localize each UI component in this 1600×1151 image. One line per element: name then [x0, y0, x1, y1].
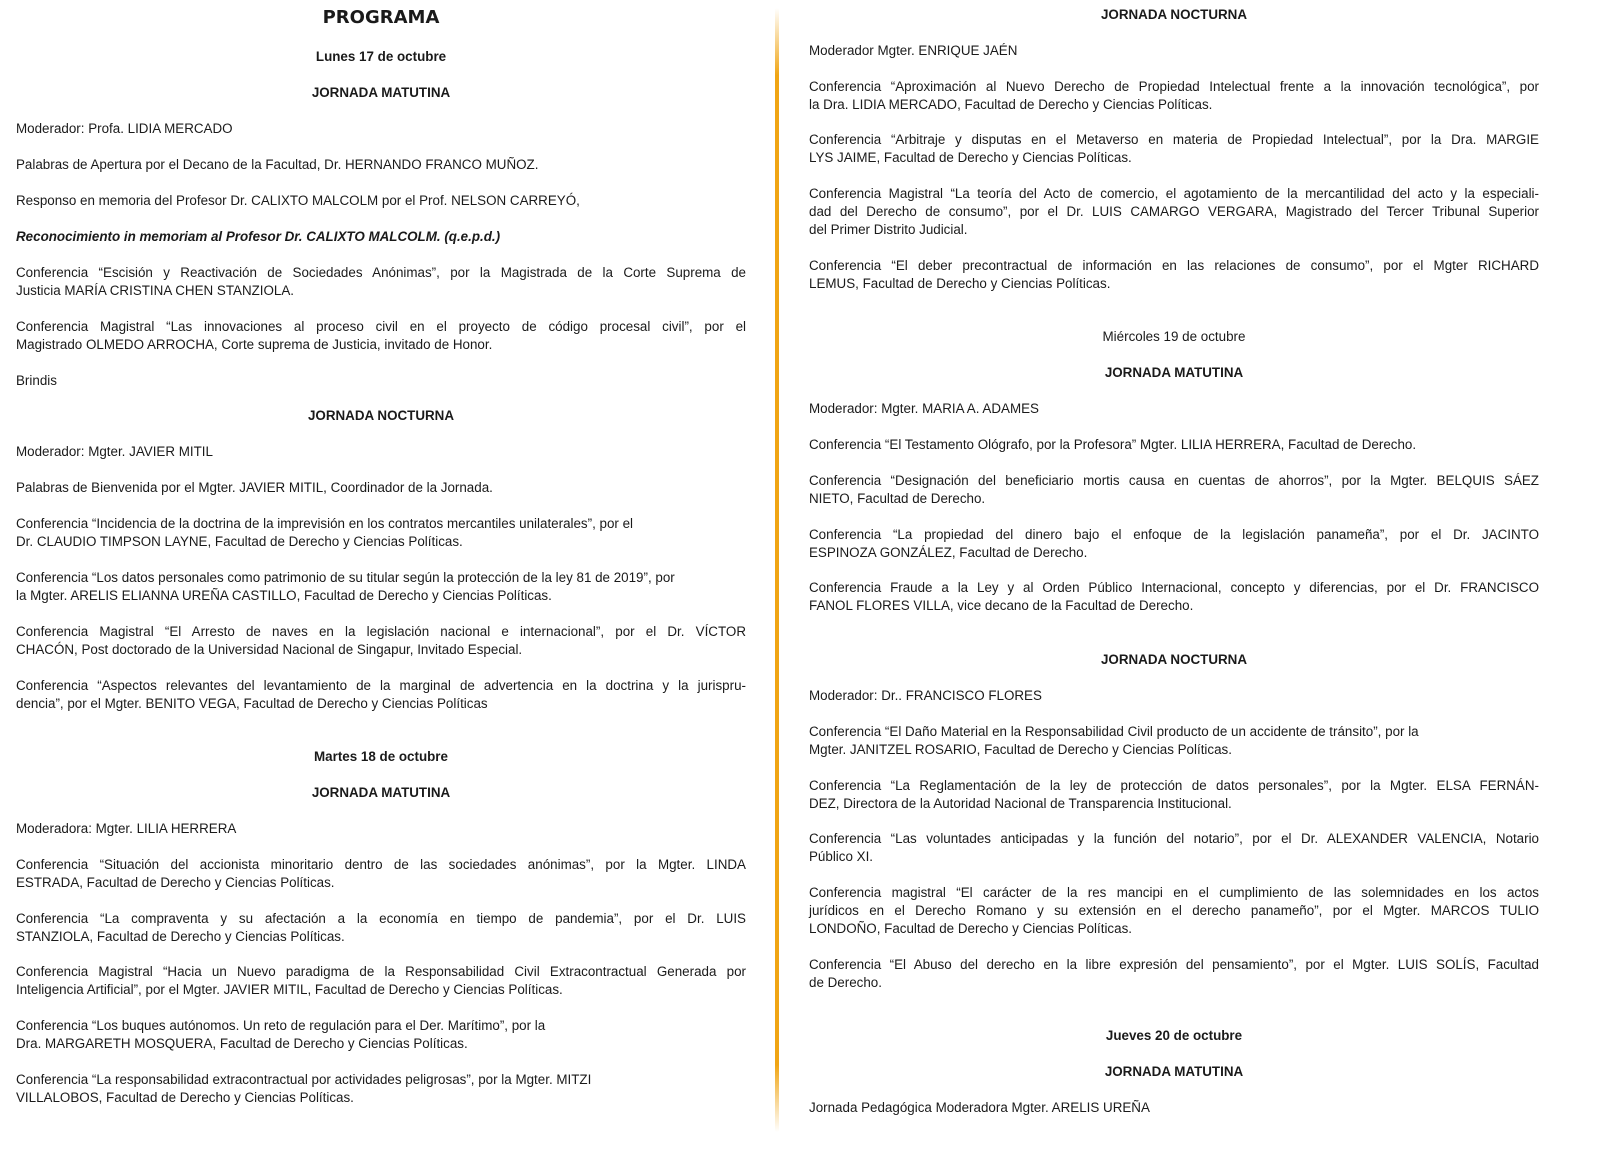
program-line: Conferencia “Situación del accionista minoritario dentro de las sociedades anónimas”, por la Mgter. LINDA: [16, 857, 746, 872]
program-line: Conferencia Magistral “La teoría del Acto de comercio, el agotamiento de la mercantilidad del acto y la especiali-: [809, 186, 1539, 201]
program-title: PROGRAMA: [322, 7, 440, 28]
program-line: dad del Derecho de consumo”, por el Dr. LUIS CAMARGO VERGARA, Magistrado del Tercer Tribunal Superior: [809, 204, 1539, 219]
program-line: Conferencia “Aproximación al Nuevo Derecho de Propiedad Intelectual frente a la innovación tecnológica”, por: [809, 79, 1539, 94]
program-line: Conferencia “La Reglamentación de la ley de protección de datos personales”, por la Mgter. ELSA FERNÁN-: [809, 778, 1539, 793]
program-line: Público XI.: [809, 849, 874, 864]
program-line: LEMUS, Facultad de Derecho y Ciencias Políticas.: [809, 276, 1111, 291]
program-line: NIETO, Facultad de Derecho.: [809, 491, 986, 506]
day-heading: Miércoles 19 de octubre: [1102, 329, 1246, 344]
program-line: VILLALOBOS, Facultad de Derecho y Ciencias Políticas.: [16, 1090, 354, 1105]
session-heading: JORNADA NOCTURNA: [307, 408, 455, 423]
program-line: Palabras de Bienvenida por el Mgter. JAVIER MITIL, Coordinador de la Jornada.: [16, 480, 493, 495]
program-line: Conferencia “La responsabilidad extracontractual por actividades peligrosas”, por la Mgter. MITZI: [16, 1072, 592, 1087]
program-line: Conferencia “El Testamento Ológrafo, por la Profesora” Mgter. LILIA HERRERA, Facultad de Derecho.: [809, 437, 1417, 452]
program-line: Magistrado OLMEDO ARROCHA, Corte suprema de Justicia, invitado de Honor.: [16, 337, 493, 352]
program-line: Conferencia “El Abuso del derecho en la libre expresión del pensamiento”, por el Mgter. LUIS SOLÍS, Facultad: [809, 957, 1539, 972]
program-line: jurídicos en el Derecho Romano y su extensión en el derecho panameño”, por el Mgter. MARCOS TULIO: [809, 903, 1539, 918]
session-heading: JORNADA NOCTURNA: [1100, 7, 1248, 22]
session-heading: JORNADA NOCTURNA: [1100, 652, 1248, 667]
program-line: la Dra. LIDIA MERCADO, Facultad de Derecho y Ciencias Políticas.: [809, 97, 1213, 112]
session-heading: JORNADA MATUTINA: [311, 785, 451, 800]
day-heading: Jueves 20 de octubre: [1105, 1028, 1243, 1043]
moderator-line: Moderadora: Mgter. LILIA HERRERA: [16, 821, 237, 836]
program-line: Responso en memoria del Profesor Dr. CALIXTO MALCOLM por el Prof. NELSON CARREYÓ,: [16, 193, 580, 208]
program-line: DEZ, Directora de la Autoridad Nacional de Transparencia Institucional.: [809, 796, 1232, 811]
program-line: CHACÓN, Post doctorado de la Universidad Nacional de Singapur, Invitado Especial.: [16, 642, 523, 657]
session-heading: JORNADA MATUTINA: [1104, 365, 1244, 380]
program-line: Conferencia Fraude a la Ley y al Orden Público Internacional, concepto y diferencias, por el Dr. FRANCISCO: [809, 580, 1539, 595]
program-line: Conferencia “Las voluntades anticipadas y la función del notario”, por el Dr. ALEXANDER VALENCIA, Notario: [809, 831, 1539, 846]
session-heading: JORNADA MATUTINA: [1104, 1064, 1244, 1079]
moderator-line: Moderador Mgter. ENRIQUE JAÉN: [809, 43, 1018, 58]
program-line: Conferencia Magistral “Hacia un Nuevo paradigma de la Responsabilidad Civil Extracontractual Generada por: [16, 964, 746, 979]
program-line: Conferencia “Escisión y Reactivación de Sociedades Anónimas”, por la Magistrada de la Corte Suprema de: [16, 265, 746, 280]
program-line: Conferencia “Aspectos relevantes del levantamiento de la marginal de advertencia en la doctrina y la jurispru-: [16, 678, 746, 693]
program-line: Conferencia Magistral “Las innovaciones al proceso civil en el proyecto de código procesal civil”, por el: [16, 319, 746, 334]
program-line: Justicia MARÍA CRISTINA CHEN STANZIOLA.: [16, 283, 295, 298]
program-line: de Derecho.: [809, 975, 882, 990]
session-heading: JORNADA MATUTINA: [311, 85, 451, 100]
program-line: Conferencia “La compraventa y su afectación a la economía en tiempo de pandemia”, por el Dr. LUIS: [16, 911, 746, 926]
program-line: Mgter. JANITZEL ROSARIO, Facultad de Derecho y Ciencias Políticas.: [809, 742, 1232, 757]
moderator-line: Moderador: Mgter. MARIA A. ADAMES: [809, 401, 1039, 416]
program-line: Dra. MARGARETH MOSQUERA, Facultad de Derecho y Ciencias Políticas.: [16, 1036, 468, 1051]
moderator-line: Moderador: Dr.. FRANCISCO FLORES: [809, 688, 1042, 703]
program-line: Conferencia “La propiedad del dinero bajo el enfoque de la legislación panameña”, por el Dr. JACINTO: [809, 527, 1539, 542]
program-line: Conferencia “Arbitraje y disputas en el Metaverso en materia de Propiedad Intelectual”, por la Dra. MARGIE: [809, 132, 1539, 147]
program-line: Conferencia “Los datos personales como patrimonio de su titular según la protección de la ley 81 de 2019”, por: [16, 570, 675, 585]
program-line: ESPINOZA GONZÁLEZ, Facultad de Derecho.: [809, 545, 1088, 560]
day-heading: Lunes 17 de octubre: [315, 49, 447, 64]
program-line: Conferencia “Incidencia de la doctrina de la imprevisión en los contratos mercantiles unilaterales”, por el: [16, 516, 634, 531]
program-line: LONDOÑO, Facultad de Derecho y Ciencias Políticas.: [809, 921, 1132, 936]
program-line: Inteligencia Artificial”, por el Mgter. JAVIER MITIL, Facultad de Derecho y Ciencias Políticas.: [16, 982, 563, 997]
moderator-line: Jornada Pedagógica Moderadora Mgter. ARELIS UREÑA: [809, 1100, 1150, 1115]
moderator-line: Moderador: Profa. LIDIA MERCADO: [16, 121, 233, 136]
program-line: Conferencia magistral “El carácter de la res mancipi en el cumplimiento de las solemnidades en los actos: [809, 885, 1539, 900]
program-line: Dr. CLAUDIO TIMPSON LAYNE, Facultad de Derecho y Ciencias Políticas.: [16, 534, 463, 549]
program-line: Palabras de Apertura por el Decano de la Facultad, Dr. HERNANDO FRANCO MUÑOZ.: [16, 157, 539, 172]
program-line: STANZIOLA, Facultad de Derecho y Ciencias Políticas.: [16, 929, 345, 944]
program-line: del Primer Distrito Judicial.: [809, 222, 968, 237]
program-line: Conferencia “El Daño Material en la Responsabilidad Civil producto de un accidente de tránsito”, por la: [809, 724, 1419, 739]
program-line: ESTRADA, Facultad de Derecho y Ciencias Políticas.: [16, 875, 335, 890]
program-line: la Mgter. ARELIS ELIANNA UREÑA CASTILLO, Facultad de Derecho y Ciencias Políticas.: [16, 588, 552, 603]
program-line: FANOL FLORES VILLA, vice decano de la Facultad de Derecho.: [809, 598, 1194, 613]
program-line: dencia”, por el Mgter. BENITO VEGA, Facultad de Derecho y Ciencias Políticas: [16, 696, 488, 711]
day-heading: Martes 18 de octubre: [314, 749, 448, 764]
program-line: Brindis: [16, 373, 57, 388]
program-line: Conferencia “Designación del beneficiario mortis causa en cuentas de ahorros”, por la Mgter. BELQUIS SÁEZ: [809, 473, 1539, 488]
moderator-line: Moderador: Mgter. JAVIER MITIL: [16, 444, 213, 459]
program-line: Conferencia “El deber precontractual de información en las relaciones de consumo”, por el Mgter RICHARD: [809, 258, 1539, 273]
column-divider: [775, 8, 779, 1132]
program-line: Conferencia Magistral “El Arresto de naves en la legislación nacional e internacional”, por el Dr. VÍCTOR: [16, 624, 746, 639]
program-line: Conferencia “Los buques autónomos. Un reto de regulación para el Der. Marítimo”, por la: [16, 1018, 546, 1033]
program-line: Reconocimiento in memoriam al Profesor Dr. CALIXTO MALCOLM. (q.e.p.d.): [16, 229, 501, 244]
program-line: LYS JAIME, Facultad de Derecho y Ciencias Políticas.: [809, 150, 1132, 165]
